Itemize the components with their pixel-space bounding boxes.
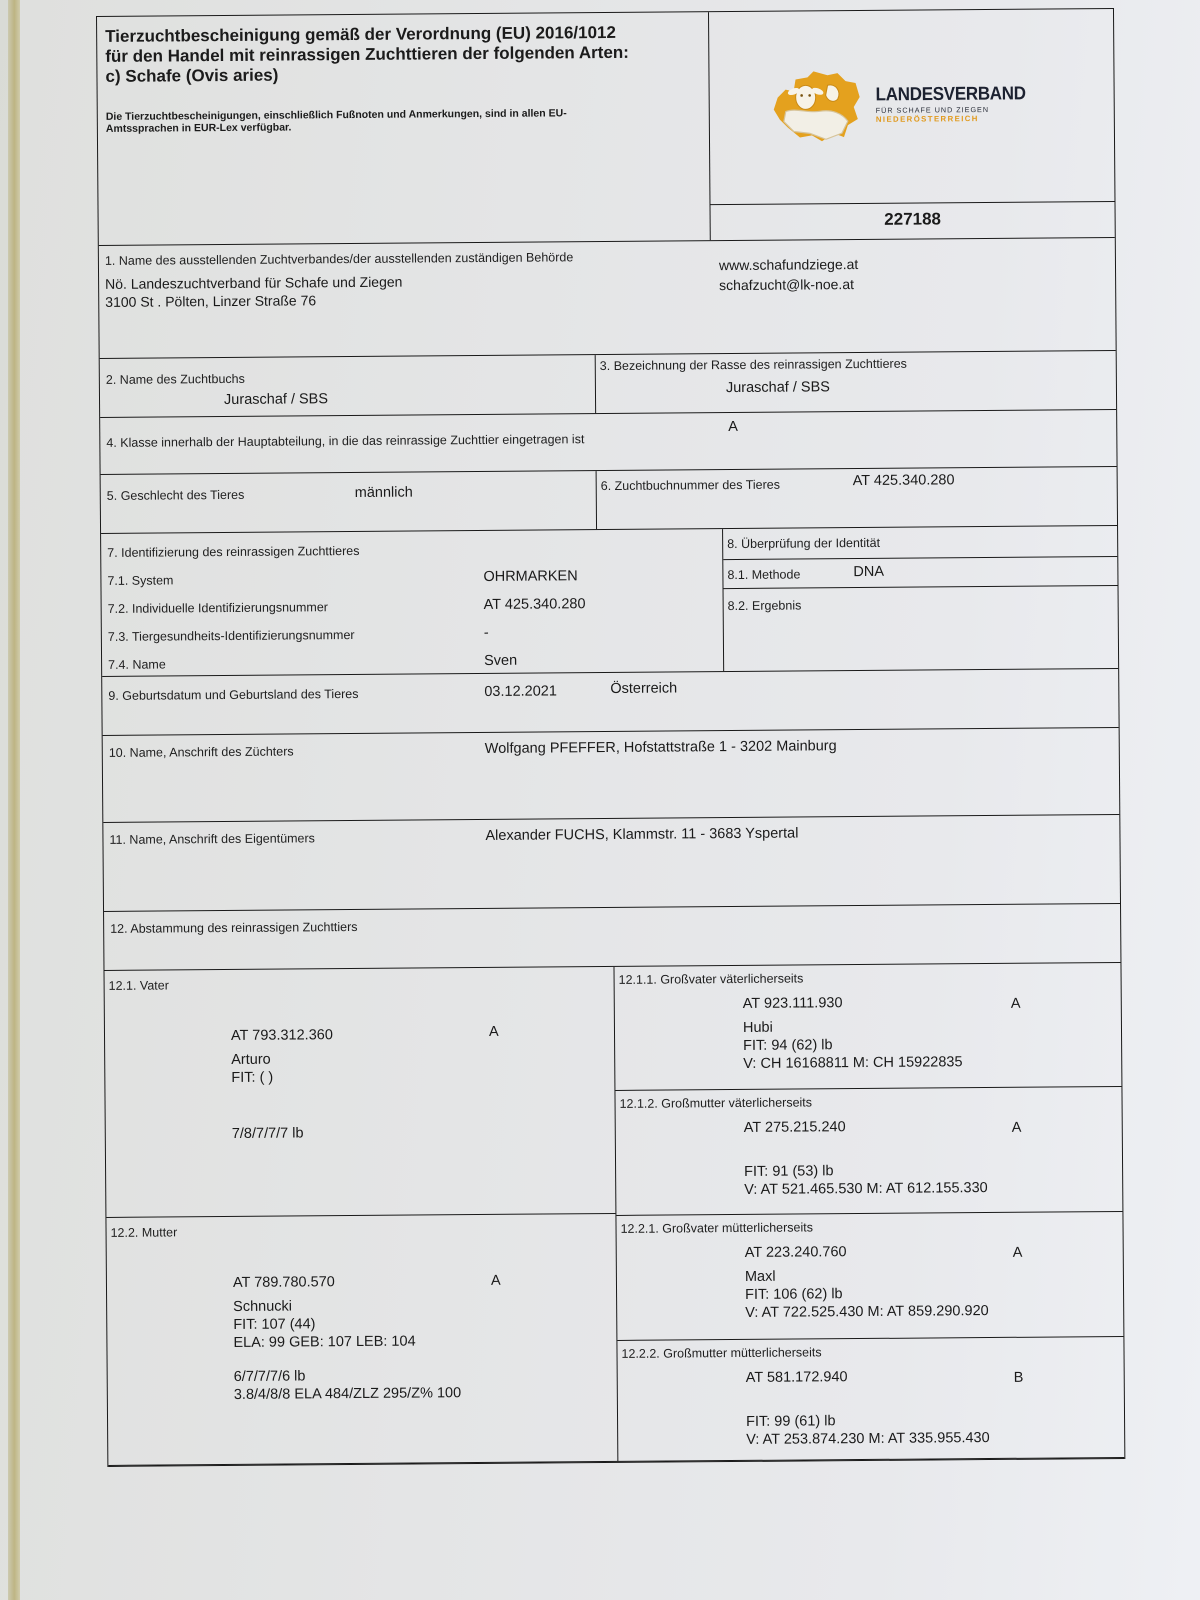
herdbook-number-label: 6. Zuchtbuchnummer des Tieres: [600, 477, 781, 494]
mother-scores: 6/7/7/7/6 lb: [233, 1368, 306, 1385]
mother-label: 12.2. Mutter: [110, 1225, 178, 1240]
father-label: 12.1. Vater: [108, 978, 169, 993]
sex-herdbook-number-row: [101, 467, 1117, 534]
result-label: 8.2. Ergebnis: [727, 598, 802, 614]
identification-label: 7. Identifizierung des reinrassigen Zuchttieres: [107, 543, 360, 560]
animal-name-value: Sven: [484, 652, 518, 669]
herdbook-breed-row: [100, 351, 1116, 418]
owner-label: 11. Name, Anschrift des Eigentümers: [109, 831, 315, 847]
logo-subtitle: FÜR SCHAFE UND ZIEGEN: [875, 104, 990, 115]
paternal-grandmother-id: AT 275.215.240: [743, 1119, 846, 1136]
paternal-grandfather-class: A: [1010, 995, 1021, 1012]
father-id: AT 793.312.360: [230, 1027, 333, 1044]
owner-value: Alexander FUCHS, Klammstr. 11 - 3683 Yspertal: [485, 825, 799, 844]
herdbook-cell: [100, 355, 596, 417]
identity-check-cell: [723, 526, 1118, 671]
birth-country: Österreich: [610, 680, 678, 697]
certificate-number: 227188: [884, 209, 942, 229]
father-name: Arturo: [231, 1051, 271, 1068]
maternal-grandmother-box: [617, 1337, 1124, 1461]
issuer-name: Nö. Landeszuchtverband für Schafe und Ziegen: [105, 273, 403, 292]
sex-cell: [101, 471, 597, 533]
sheep-map-logo-icon: [771, 67, 864, 144]
identity-check-label: 8. Überprüfung der Identität: [727, 535, 881, 552]
father-fit: FIT: ( ): [231, 1069, 274, 1086]
maternal-grandfather-label: 12.2.1. Großvater mütterlicherseits: [620, 1220, 814, 1236]
animal-name-label: 7.4. Name: [108, 657, 166, 672]
maternal-grandfather-id: AT 223.240.760: [744, 1244, 847, 1261]
owner-row: [103, 815, 1120, 912]
mother-name: Schnucki: [233, 1298, 293, 1315]
health-id-label: 7.3. Tiergesundheits-Identifizierungsnummer: [107, 627, 355, 644]
pedigree-grid: [105, 963, 1125, 1466]
breeding-certificate-form: [96, 8, 1125, 1467]
breed-label: 3. Bezeichnung der Rasse des reinrassigen Zuchttieres: [599, 356, 907, 374]
pedigree-header-row: [104, 904, 1120, 971]
issuer-address: 3100 St . Pölten, Linzer Straße 76: [105, 292, 317, 310]
maternal-grandmother-parents: V: AT 253.874.230 M: AT 335.955.430: [746, 1430, 990, 1448]
paternal-grandfather-box: [614, 963, 1121, 1091]
breeder-cell: [103, 728, 1120, 822]
breeder-label: 10. Name, Anschrift des Züchters: [108, 744, 294, 760]
certificate-title: [105, 22, 700, 87]
method-label: 8.1. Methode: [727, 567, 801, 583]
herdbook-number-cell: [597, 467, 1117, 529]
method-row: [723, 557, 1117, 589]
id-system-value: OHRMARKEN: [483, 568, 578, 585]
paternal-grandfather-name: Hubi: [742, 1019, 773, 1036]
result-row: [724, 586, 1119, 671]
id-number-value: AT 425.340.280: [483, 596, 586, 613]
pedigree-header-cell: [104, 904, 1120, 970]
header-row: [97, 9, 1115, 246]
class-value: A: [728, 418, 738, 436]
mother-fit: FIT: 107 (44): [233, 1316, 316, 1333]
parents-column: [105, 967, 619, 1465]
breeder-value: Wolfgang PFEFFER, Hofstattstraße 1 - 3202 Mainburg: [484, 738, 837, 757]
mother-id: AT 789.780.570: [232, 1274, 335, 1291]
class-cell: [100, 410, 1116, 474]
issuer-website-link[interactable]: www.schafundziege.at: [718, 256, 859, 274]
paternal-grandmother-label: 12.1.2. Großmutter väterlicherseits: [619, 1095, 813, 1111]
paternal-grandfather-parents: V: CH 16168811 M: CH 15922835: [743, 1054, 963, 1072]
paternal-grandfather-id: AT 923.111.930: [742, 995, 843, 1012]
eurlex-note: [106, 106, 701, 135]
paternal-grandfather-label: 12.1.1. Großvater väterlicherseits: [618, 971, 804, 987]
owner-cell: [103, 815, 1120, 911]
herdbook-number-value: AT 425.340.280: [852, 472, 955, 490]
mother-box: [106, 1214, 617, 1465]
logo-box: [709, 9, 1115, 205]
issuer-label: 1. Name des ausstellenden Zuchtverbandes/der ausstellenden zuständigen Behörde: [104, 250, 574, 268]
sex-label: 5. Geschlecht des Tieres: [106, 487, 245, 503]
method-value: DNA: [853, 563, 885, 581]
maternal-grandfather-class: A: [1012, 1244, 1023, 1261]
issuer-row: [99, 238, 1116, 359]
paternal-grandmother-class: A: [1011, 1119, 1022, 1136]
id-number-label: 7.2. Individuelle Identifizierungsnummer: [107, 600, 328, 616]
breeder-row: [103, 728, 1120, 823]
herdbook-label: 2. Name des Zuchtbuchs: [105, 371, 245, 387]
birth-date: 03.12.2021: [484, 683, 557, 700]
identification-row: [101, 526, 1118, 677]
mother-performance: 3.8/4/8/8 ELA 484/ZLZ 295/Z% 100: [233, 1385, 462, 1403]
mother-indices: ELA: 99 GEB: 107 LEB: 104: [233, 1333, 416, 1351]
father-box: [105, 967, 616, 1218]
health-id-value: -: [483, 624, 489, 641]
sex-value: männlich: [354, 484, 413, 501]
mother-class: A: [490, 1272, 501, 1289]
maternal-grandmother-class: B: [1013, 1369, 1024, 1386]
identity-check-header: [723, 526, 1117, 560]
birth-row: [102, 669, 1118, 736]
paternal-grandmother-fit: FIT: 91 (53) lb: [744, 1163, 834, 1180]
logo-and-number-block: [709, 9, 1115, 240]
father-scores: 7/8/7/7/7 lb: [231, 1125, 304, 1142]
paternal-grandmother-box: [615, 1087, 1122, 1216]
maternal-grandmother-label: 12.2.2. Großmutter mütterlicherseits: [621, 1345, 822, 1361]
breed-cell: [596, 351, 1116, 413]
class-label: 4. Klasse innerhalb der Hauptabteilung, in die das reinrassige Zuchttier eingetragen ist: [106, 432, 585, 450]
birth-label: 9. Geburtsdatum und Geburtsland des Tieres: [108, 686, 359, 703]
title-line-2: für den Handel mit reinrassigen Zuchttieren der folgenden Arten:: [105, 42, 629, 66]
paternal-grandfather-fit: FIT: 94 (62) lb: [743, 1037, 833, 1054]
breed-value: Juraschaf / SBS: [725, 379, 830, 397]
title-line-3: c) Schafe (Ovis aries): [105, 65, 279, 86]
logo-text: [875, 82, 1026, 125]
father-class: A: [488, 1023, 499, 1040]
title-line-1: Tierzuchtbescheinigung gemäß der Verordnung (EU) 2016/1012: [105, 22, 616, 46]
maternal-grandfather-fit: FIT: 106 (62) lb: [745, 1286, 843, 1303]
maternal-grandmother-id: AT 581.172.940: [745, 1369, 848, 1386]
grandparents-column: [614, 963, 1124, 1461]
herdbook-value: Juraschaf / SBS: [223, 391, 329, 409]
landesverband-logo: [771, 66, 1026, 144]
class-row: [100, 410, 1116, 475]
logo-title: LANDESVERBAND: [875, 82, 1026, 105]
maternal-grandmother-fit: FIT: 99 (61) lb: [745, 1413, 836, 1430]
maternal-grandfather-parents: V: AT 722.525.430 M: AT 859.290.920: [745, 1303, 989, 1321]
certificate-title-block: [97, 12, 711, 245]
note-line-2: Amtssprachen in EUR-Lex verfügbar.: [105, 121, 292, 135]
birth-cell: [102, 669, 1118, 735]
identification-cell: [101, 529, 724, 676]
maternal-grandfather-box: [616, 1212, 1123, 1341]
maternal-grandfather-name: Maxl: [744, 1268, 776, 1285]
issuer-cell: [99, 238, 1116, 358]
paternal-grandmother-parents: V: AT 521.465.530 M: AT 612.155.330: [744, 1180, 988, 1198]
pedigree-label: 12. Abstammung des reinrassigen Zuchttiers: [110, 919, 358, 936]
id-system-label: 7.1. System: [107, 573, 174, 588]
issuer-email-link[interactable]: schafzucht@lk-noe.at: [719, 276, 855, 294]
note-line-1: Die Tierzuchtbescheinigungen, einschließlich Fußnoten und Anmerkungen, sind in allen EU-: [105, 107, 567, 123]
logo-region: NIEDERÖSTERREICH: [875, 114, 979, 125]
